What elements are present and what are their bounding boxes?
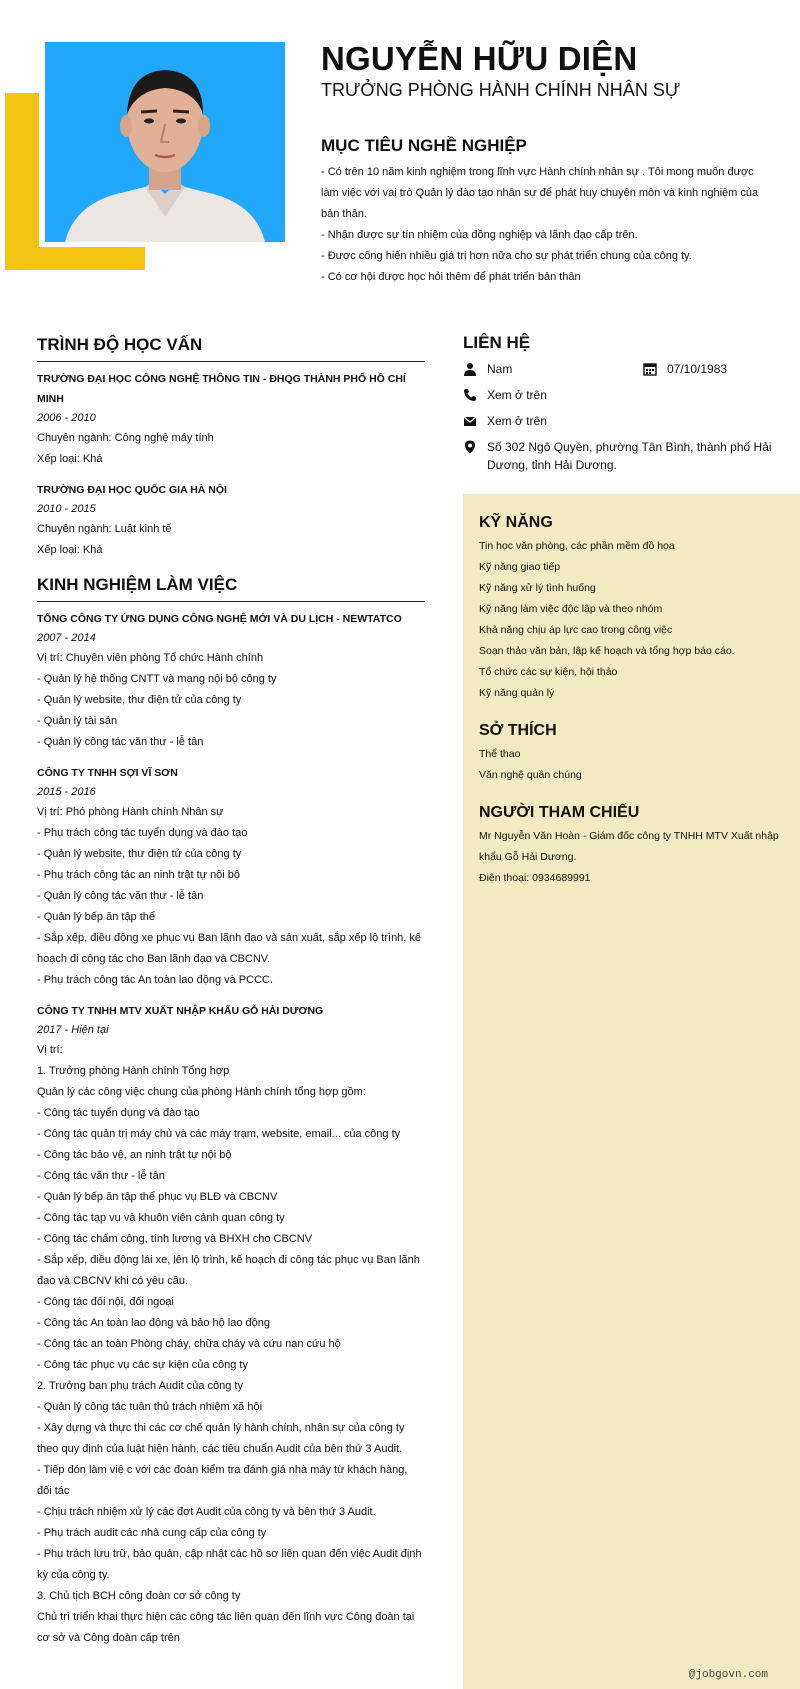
experience-line: - Công tác tuyển dụng và đào tạo — [37, 1107, 200, 1119]
skills-title: KỸ NĂNG — [479, 514, 553, 531]
email-value: Xem ở trên — [487, 414, 547, 428]
contact-title: LIÊN HỆ — [463, 333, 531, 352]
right-sidebar — [463, 494, 800, 1689]
education-grade: Xếp loại: Khá — [37, 453, 103, 465]
experience-line: - Quản lý công tác tuân thủ trách nhiệm xã hội — [37, 1401, 263, 1413]
experience-line: - Quản lý bếp ăn tập thể — [37, 911, 156, 923]
dob-value: 07/10/1983 — [667, 362, 728, 376]
education-major: Chuyên ngành: Luật kinh tế — [37, 523, 172, 535]
contact-row-dob — [643, 360, 793, 378]
reference-line: Mr Nguyễn Văn Hoàn - Giám đốc công ty TNHH MTV Xuất nhập khẩu Gỗ Hải Dương. — [479, 830, 779, 863]
objective-line: - Nhận được sự tín nhiệm của đồng nghiệp và lãnh đạo cấp trên. — [321, 229, 638, 241]
calendar-icon — [643, 362, 657, 376]
hobby-item: Văn nghệ quần chúng — [479, 769, 582, 781]
skill-item: Tin học văn phòng, các phần mềm đồ họa — [479, 540, 675, 552]
objective-body — [321, 162, 766, 288]
experience-line: - Quản lý website, thư điện tử của công ty — [37, 848, 242, 860]
location-pin-icon — [463, 440, 477, 454]
contact-row-gender — [463, 360, 793, 378]
experience-line: 1. Trưởng phòng Hành chính Tổng hợp — [37, 1065, 230, 1077]
contact-row-phone — [463, 386, 793, 404]
education-period: 2006 - 2010 — [37, 412, 96, 424]
skill-item: Khả năng chịu áp lực cao trong công việc — [479, 624, 673, 636]
skill-item: Tổ chức các sự kiện, hội thảo — [479, 666, 618, 678]
experience-line: - Công tác bảo vệ, an ninh trật tự nội bộ — [37, 1149, 232, 1161]
objective-line: - Có cơ hội được học hỏi thêm để phát triển bản thân — [321, 271, 581, 283]
experience-line: - Phụ trách công tác an ninh trật tự nội bộ — [37, 869, 241, 881]
hobbies-title: SỞ THÍCH — [479, 722, 557, 739]
address-value: Số 302 Ngô Quyền, phường Tân Bình, thành phố Hải Dương, tỉnh Hải Dương. — [487, 440, 772, 472]
skill-item: Kỹ năng xử lý tình huống — [479, 582, 596, 594]
person-icon — [463, 362, 477, 376]
candidate-name: NGUYỄN HỮU DIỆN — [321, 40, 638, 77]
experience-line: - Phụ trách công tác An toàn lao động và PCCC. — [37, 974, 274, 986]
experience-line: - Công tác chấm công, tính lương và BHXH cho CBCNV — [37, 1233, 313, 1245]
left-column — [37, 335, 425, 1659]
experience-line: - Phụ trách công tác tuyển dụng và đào tạo — [37, 827, 248, 839]
experience-line: 2. Trưởng ban phụ trách Audit của công ty — [37, 1380, 243, 1392]
company-name: TỔNG CÔNG TY ỨNG DỤNG CÔNG NGHỆ MỚI VÀ DU LỊCH - NEWTATCO — [37, 613, 402, 625]
experience-line: - Quản lý bếp ăn tập thể phục vụ BLĐ và CBCNV — [37, 1191, 278, 1203]
contact-section — [463, 333, 793, 482]
profile-photo — [45, 42, 285, 242]
experience-item — [37, 763, 425, 991]
experience-line: - Quản lý công tác văn thư - lễ tân — [37, 890, 204, 902]
contact-row-email — [463, 412, 793, 430]
experience-line: - Công tác văn thư - lễ tân — [37, 1170, 165, 1182]
experience-line: - Công tác quản trị máy chủ và các máy trạm, website, email... của công ty — [37, 1128, 401, 1140]
company-name: CÔNG TY TNHH MTV XUẤT NHẬP KHẨU GỖ HẢI DƯƠNG — [37, 1005, 324, 1017]
skill-item: Kỹ năng quản lý — [479, 687, 555, 699]
education-major: Chuyên ngành: Công nghệ máy tính — [37, 432, 214, 444]
education-item — [37, 369, 425, 470]
experience-line: Quản lý các công việc chung của phòng Hành chính tổng hợp gồm: — [37, 1086, 366, 1098]
skill-item: Soạn thảo văn bản, lập kế hoạch và tổng hợp báo cáo. — [479, 645, 735, 657]
experience-line: Vị trí: Chuyên viên phòng Tổ chức Hành chính — [37, 652, 264, 664]
experience-line: - Công tác đối nội, đối ngoại — [37, 1296, 174, 1308]
education-item — [37, 480, 425, 561]
education-grade: Xếp loại: Khá — [37, 544, 103, 556]
experience-period: 2007 - 2014 — [37, 632, 96, 644]
yellow-accent-vertical — [5, 93, 39, 270]
experience-line: - Phụ trách lưu trữ, bảo quản, cập nhật các hồ sơ liên quan đến việc Audit định kỳ của công ty. — [37, 1548, 422, 1581]
experience-line: - Quản lý hệ thống CNTT và mạng nội bộ công ty — [37, 673, 277, 685]
objective-title: MỤC TIÊU NGHỀ NGHIỆP — [321, 136, 527, 155]
experience-line: - Sắp xếp, điều động xe phục vụ Ban lãnh đạo và sản xuất, sắp xếp lộ trình, kế hoạch đi công tác cho Ban lãnh đạo và CBCNV. — [37, 932, 422, 965]
experience-line: - Quản lý công tác văn thư - lễ tân — [37, 736, 204, 748]
experience-line: 3. Chủ tịch BCH công đoàn cơ sở công ty — [37, 1590, 241, 1602]
experience-title: KINH NGHIỆM LÀM VIỆC — [37, 575, 425, 602]
experience-item — [37, 1001, 425, 1649]
school-name: TRƯỜNG ĐẠI HỌC QUỐC GIA HÀ NỘI — [37, 484, 227, 496]
experience-line: - Chịu trách nhiệm xử lý các đợt Audit của công ty và bên thứ 3 Audit. — [37, 1506, 376, 1518]
experience-line: Chủ trì triển khai thực hiện các công tác liên quan đến lĩnh vực Công đoàn tại cơ sở và Công đoàn cấp trên — [37, 1611, 415, 1644]
experience-line: - Quản lý website, thư điện tử của công ty — [37, 694, 242, 706]
experience-line: - Phụ trách audit các nhà cung cấp của công ty — [37, 1527, 267, 1539]
company-name: CÔNG TY TNHH SỢI VĨ SƠN — [37, 767, 178, 779]
reference-line: Điện thoại: 0934689991 — [479, 872, 591, 884]
experience-line: - Sắp xếp, điều động lái xe, lên lộ trình, kế hoạch đi công tác phục vụ Ban lãnh đạo và CBCNV khi có yêu cầu. — [37, 1254, 420, 1287]
references-title: NGƯỜI THAM CHIẾU — [479, 804, 640, 821]
experience-line: - Công tác tạp vụ và khuôn viên cảnh quan công ty — [37, 1212, 285, 1224]
experience-line: Vị trí: Phó phòng Hành chính Nhân sự — [37, 806, 224, 818]
school-name: TRƯỜNG ĐẠI HỌC CÔNG NGHỆ THÔNG TIN - ĐHQG THÀNH PHỐ HỒ CHÍ MINH — [37, 373, 406, 405]
contact-row-address — [463, 438, 793, 474]
experience-line: - Quản lý tài sản — [37, 715, 118, 727]
skill-item: Kỹ năng làm việc độc lập và theo nhóm — [479, 603, 663, 615]
experience-item — [37, 609, 425, 753]
phone-icon — [463, 388, 477, 402]
experience-line: - Công tác an toàn Phòng cháy, chữa cháy và cứu nạn cứu hộ — [37, 1338, 341, 1350]
objective-line: - Có trên 10 năm kinh nghiệm trong lĩnh vực Hành chính nhân sự . Tôi mong muốn được làm việc với vai trò Quản lý đào tạo nhân sự để phát huy chuyên môn và kinh nghiệm của bản thân. — [321, 166, 759, 220]
skill-item: Kỹ năng giao tiếp — [479, 561, 561, 573]
watermark: @jobgovn.com — [688, 1669, 768, 1681]
education-title: TRÌNH ĐỘ HỌC VẤN — [37, 335, 425, 362]
candidate-title: TRƯỞNG PHÒNG HÀNH CHÍNH NHÂN SỰ — [321, 80, 681, 100]
experience-line: - Công tác An toàn lao động và bảo hộ lao động — [37, 1317, 271, 1329]
objective-line: - Được cống hiến nhiều giá trị hơn nữa cho sự phát triển chung của công ty. — [321, 250, 692, 262]
education-period: 2010 - 2015 — [37, 503, 96, 515]
mail-icon — [463, 414, 477, 428]
experience-period: 2017 - Hiện tại — [37, 1024, 109, 1036]
hobby-item: Thể thao — [479, 748, 521, 760]
experience-line: - Tiếp đón làm việ c với các đoàn kiểm tra đánh giá nhà máy từ khách hàng, đối tác — [37, 1464, 408, 1497]
gender-value: Nam — [487, 362, 513, 376]
experience-line: - Xây dựng và thực thi các cơ chế quản lý hành chính, nhân sự của công ty theo quy định của luật hiện hành, các tiêu chuẩn Audit của bên thứ 3 Audit. — [37, 1422, 405, 1455]
experience-line: - Công tác phục vụ các sự kiện của công ty — [37, 1359, 248, 1371]
phone-value: Xem ở trên — [487, 388, 547, 402]
yellow-accent-horizontal — [5, 247, 145, 270]
experience-period: 2015 - 2016 — [37, 786, 96, 798]
experience-line: Vị trí: — [37, 1044, 63, 1056]
